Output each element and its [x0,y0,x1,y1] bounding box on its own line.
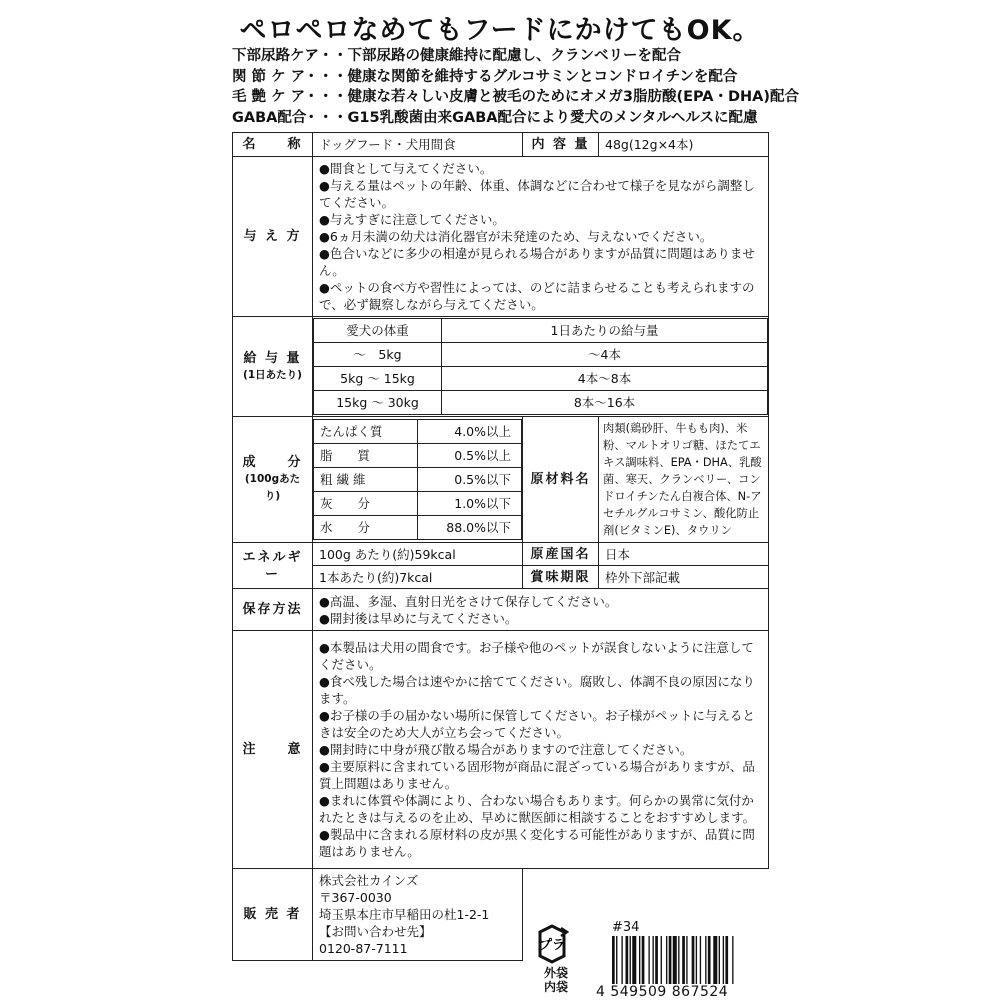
amount-weight: 〜 5kg [314,343,442,367]
barcode-bar [626,936,629,984]
feature-key: 関 節 ケ ア [232,68,306,85]
barcode-bar [678,936,679,984]
caution-line: ●主要原料に含まれている固形物が商品に混ざっている場合がありますが、品質上問題はありません。 [319,759,755,791]
amount-head-qty: 1日あたりの給与量 [442,319,768,343]
caution-line: ●食べ残した場合は速やかに捨ててください。腐敗し、体調不良の原因になります。 [319,674,755,706]
seller-info [313,869,523,961]
feeding-line: ●間食として与えてください。 [319,161,493,176]
barcode-bar [682,936,685,984]
feeding-line: ●色合いなどに多少の相違が見られる場合がありますが品質に問題はありません。 [319,246,755,278]
expiry-label: 賞味期限 [523,566,599,589]
seller-line: 〒367-0030 [319,890,392,905]
barcode-bar [655,936,658,984]
content-value: 48g(12g×4本) [599,133,769,157]
caution-line: ●まれに体質や体調により、合わない場合もあります。何らかの異常に気付かれたときは与えるのを止め、早めに獣医師に相談することをおすすめします。 [319,793,756,825]
seller-label: 販 売 者 [233,869,313,961]
barcode-bar [616,936,617,984]
barcode-bar [700,936,701,984]
seller-line: 0120-87-7111 [319,941,408,956]
recycle-mark-text: プラ [538,938,566,953]
nutrient-value: 88.0%以下 [418,516,522,540]
barcode-bar [669,936,672,984]
nutrient-name: 脂 質 [314,444,418,468]
storage-instructions [313,589,769,631]
barcode-bar [648,936,649,984]
feeding-line: ●与える量はペットの年齢、体重、体調などに合わせて様子を見ながら調整してください。 [319,178,755,210]
barcode-bar [632,936,636,984]
seller-line: 埼玉県本庄市早稲田の杜1-2-1 [319,907,490,922]
composition-label [233,417,313,543]
inner-bag-text: 内袋 [543,980,568,994]
barcode-bar [719,936,720,984]
amount-label-text: 給 与 量 [243,350,302,366]
barcode-bar [666,936,667,984]
feeding-line: ●与えすぎに注意してください。 [319,212,505,227]
amount-head-weight: 愛犬の体重 [314,319,442,343]
amount-table-cell [313,317,769,417]
nutrient-value: 4.0%以上 [418,420,522,444]
feature-item [232,46,792,67]
feeding-instructions [313,157,769,317]
barcode-bar [723,936,724,984]
barcode-bar [732,936,733,984]
name-label: 名 称 [233,133,313,157]
raw-material-label: 原材料名 [523,417,599,543]
nutrient-value: 0.5%以上 [418,444,522,468]
origin-value: 日本 [599,543,769,566]
storage-line: ●開封後は早めに与えてください。 [319,610,518,626]
barcode-bar [621,936,622,984]
feature-text: ・・・G15乳酸菌由来GABA配合により愛犬のメンタルヘルスに配慮 [304,109,758,126]
barcode-bar [612,936,615,984]
composition-table-cell [313,417,523,543]
feature-text: ・・・健康な関節を維持するグルコサミンとコンドロイチンを配合 [304,68,738,85]
feature-list [232,46,800,128]
amount-qty: 〜4本 [442,343,768,367]
caution-line: ●製品中に含まれる原材料の皮が黒く変化する可能性がありますが、品質に問題はありません。 [319,827,755,859]
caution-line: ●お子様の手の届かない場所に保管してください。お子様がペットに与えるときは安全のため大人が立ち会ってください。 [319,708,755,740]
amount-weight: 5kg 〜 15kg [314,367,442,391]
composition-label-text: 成 分 [242,455,303,470]
barcode-bar [705,936,706,984]
barcode-bar [661,936,662,984]
outer-bag-text: 外袋 [543,966,568,980]
barcode-bar [725,936,728,984]
amount-table [313,318,768,415]
barcode-bar [696,936,697,984]
caution-label: 注 意 [233,631,313,869]
spec-table [232,132,769,961]
seller-line: 【お問い合わせ先】 [319,924,432,939]
feeding-label: 与 え 方 [233,157,313,317]
expiry-value: 枠外下部記載 [599,566,769,589]
nutrient-value: 1.0%以下 [418,492,522,516]
energy-label: エネルギー [233,543,313,589]
nutrient-name: 粗 繊 維 [314,468,418,492]
raw-material-value: 肉類(鶏砂肝、牛もも肉)、米粉、マルトオリゴ糖、ほたてエキス調味料、EPA・DHA、乳酸菌、寒天、クランベリー、コンドロイチンたん白複合体、N-アセチルグルコサミン、酸化防止剤(ビタミンE)、タウリン [599,417,769,543]
feature-item [232,108,792,129]
amount-qty: 8本〜16本 [442,391,768,415]
nutrient-name: 水 分 [314,516,418,540]
seller-line: 株式会社カインズ [319,873,419,888]
barcode-digits: 4 549509 867524 [596,984,729,1000]
barcode-icon [612,936,764,984]
content-label: 内 容 量 [523,133,599,157]
barcode-bar [642,936,645,984]
barcode-bar [713,936,717,984]
code-label: #34 [612,920,640,935]
nutrient-value: 0.5%以下 [418,468,522,492]
amount-weight: 15kg 〜 30kg [314,391,442,415]
nutrient-name: 灰 分 [314,492,418,516]
barcode-bar [630,936,631,984]
caution-line: ●開封時に中身が飛び散る場合がありますので注意してください。 [319,742,693,757]
barcode-bar [686,936,687,984]
recycle-pla-icon [532,922,572,966]
feature-key: 下部尿路ケア [232,48,319,64]
barcode-bar [653,936,654,984]
amount-label [233,317,313,417]
storage-line: ●高温、多湿、直射日光をさけて保存してください。 [319,593,618,609]
amount-qty: 4本〜8本 [442,367,768,391]
headline: ペロペロなめてもフードにかけてもOK。 [239,15,761,46]
caution-list [313,631,769,869]
composition-label-sub: (100gあたり) [244,473,301,502]
feature-text: ・・・健康な若々しい皮膚と被毛のためにオメガ3脂肪酸(EPA・DHA)配合 [304,89,800,105]
feeding-line: ●6ヵ月未満の幼犬は消化器官が未発達のため、与えないでください。 [319,229,713,244]
feature-key: GABA配合 [232,109,307,126]
bag-label [536,966,576,994]
feeding-line: ●ペットの食べ方や習性によっては、のどに詰まらせることも考えられますので、必ず観察しながら与えてください。 [319,280,755,312]
barcode-bar [639,936,640,984]
energy-per-piece: 1本あたり(約)7kcal [313,566,523,589]
barcode-bar [708,936,711,984]
energy-per-100g: 100g あたり(約)59kcal [313,543,523,566]
feature-item [232,87,800,108]
nutrient-name: たんぱく質 [314,420,418,444]
origin-label: 原産国名 [523,543,599,566]
barcode-bar [673,936,677,984]
name-value: ドッグフード・犬用間食 [313,133,523,157]
amount-label-sub: (1日あたり) [243,368,302,381]
storage-label: 保存方法 [233,589,313,631]
feature-item [232,67,792,88]
feature-text: ・・・下部尿路の健康維持に配慮し、クランベリーを配合 [304,48,681,64]
barcode-bar [692,936,695,984]
composition-table [313,419,522,540]
feature-key: 毛 艶 ケ ア [232,89,306,105]
caution-line: ●本製品は犬用の間食です。お子様や他のペットが誤食しないように注意してください。 [319,640,754,672]
